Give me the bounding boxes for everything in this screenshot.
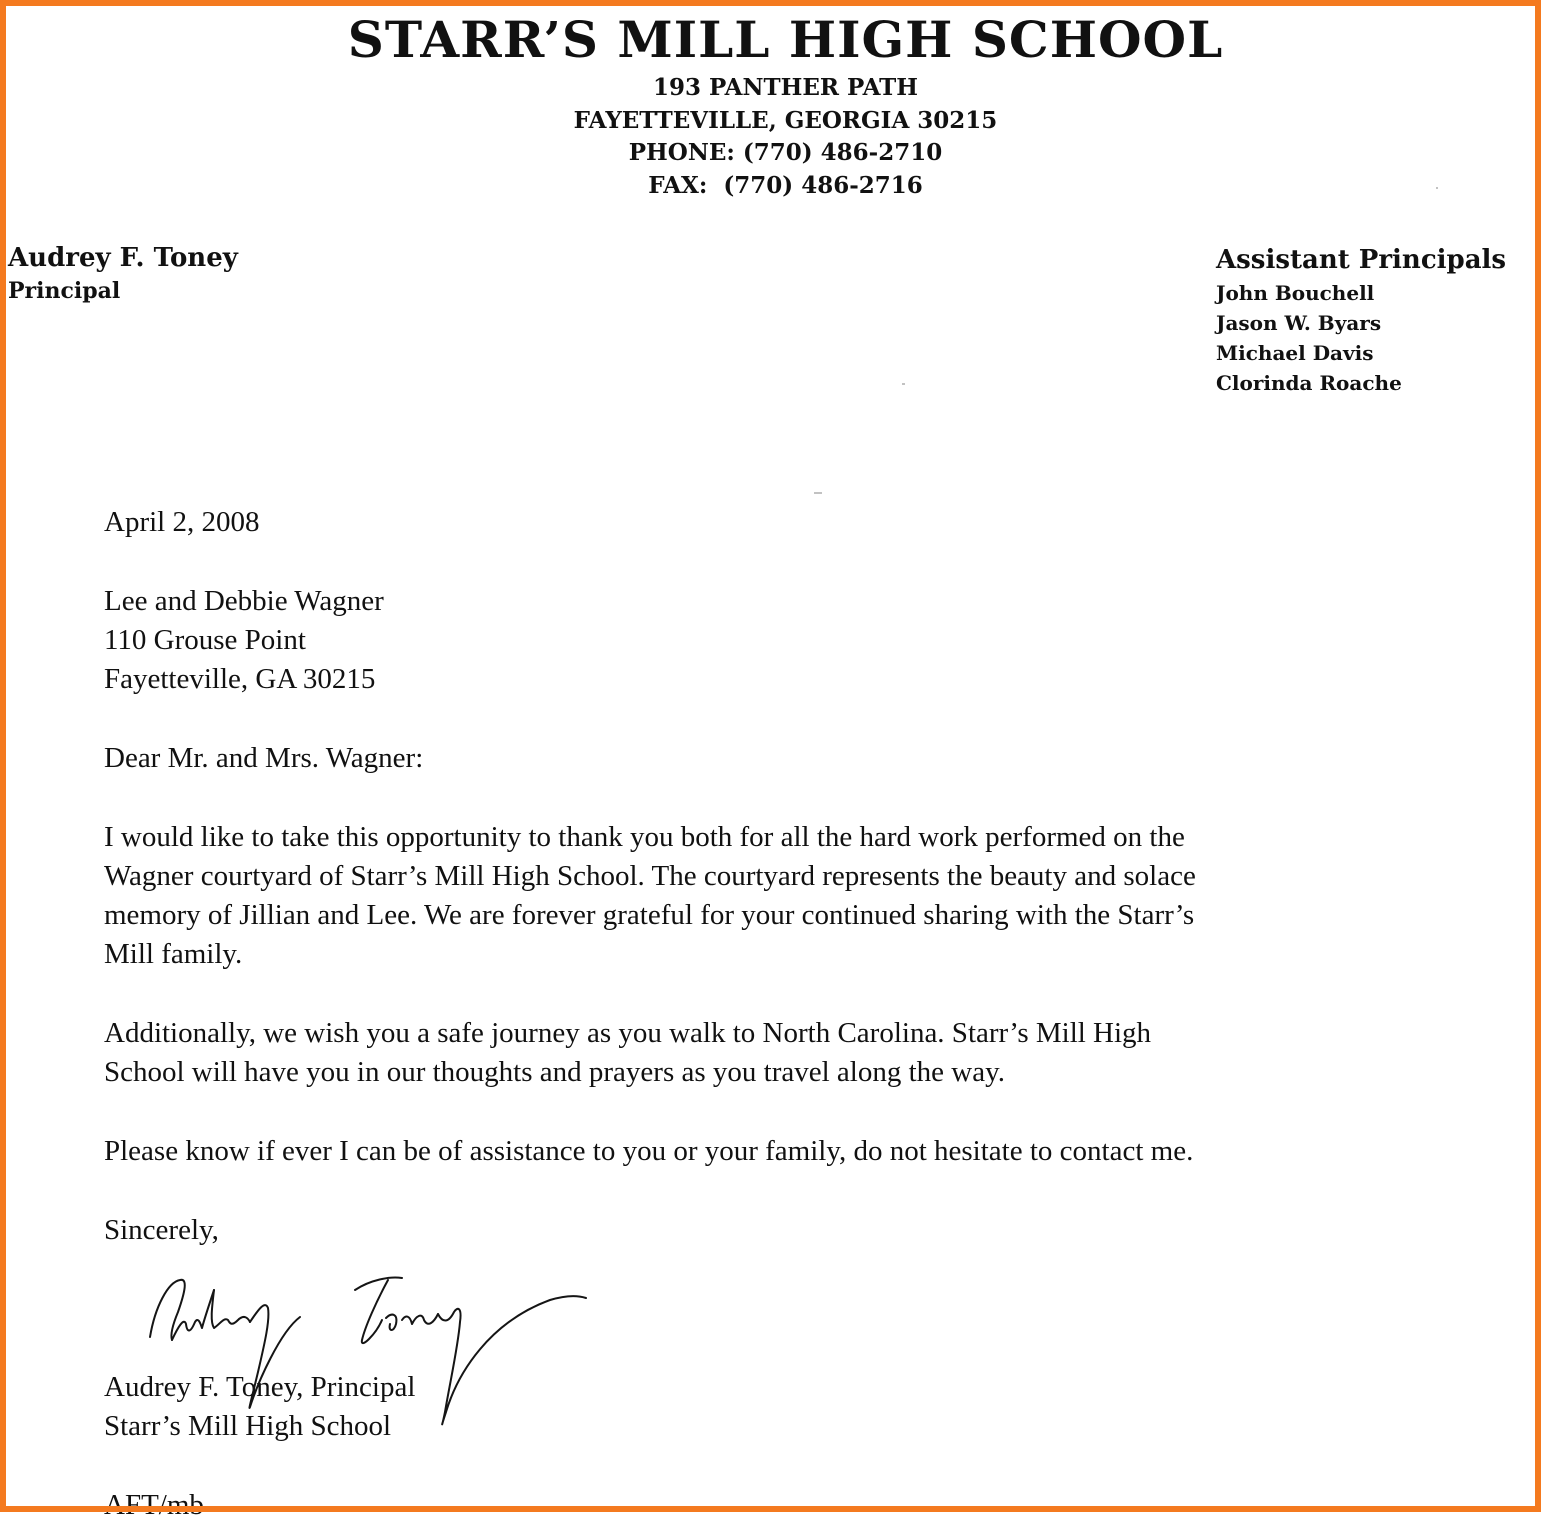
recipient-name: Lee and Debbie Wagner	[104, 585, 384, 617]
salutation: Dear Mr. and Mrs. Wagner:	[104, 742, 424, 774]
recipient-street: 110 Grouse Point	[104, 624, 306, 656]
school-address-block	[0, 72, 1541, 202]
closing: Sincerely,	[104, 1214, 219, 1246]
school-name-heading: STARR’S MILL HIGH SCHOOL	[347, 10, 1224, 69]
paragraph-2-line: School will have you in our thoughts and prayers as you travel along the way.	[104, 1056, 1005, 1088]
paragraph-2-line: Additionally, we wish you a safe journey as you walk to North Carolina. Starr’s Mill High	[104, 1017, 1152, 1049]
paragraph-1-line: Mill family.	[104, 938, 243, 970]
recipient-city: Fayetteville, GA 30215	[104, 663, 376, 695]
principal-name: Audrey F. Toney	[8, 243, 238, 273]
scan-speck	[902, 383, 905, 385]
assistant-principals-block	[1216, 242, 1506, 398]
fax-number: FAX: (770) 486-2716	[648, 171, 923, 199]
reference-initials: AFT/mb	[104, 1489, 204, 1521]
paragraph-1-line: Wagner courtyard of Starr’s Mill High School. The courtyard represents the beauty and solace	[104, 860, 1196, 892]
signer-name-title: Audrey F. Toney, Principal	[104, 1371, 416, 1403]
principal-block	[8, 240, 238, 306]
scan-speck	[814, 492, 822, 494]
principal-title: Principal	[8, 278, 121, 304]
paragraph-1-line: memory of Jillian and Lee. We are forever grateful for your continued sharing with the Starr’s	[104, 899, 1195, 931]
address-city: FAYETTEVILLE, GEORGIA 30215	[573, 106, 998, 134]
paragraph-3-line: Please know if ever I can be of assistance to you or your family, do not hesitate to contact me.	[104, 1135, 1194, 1167]
phone-number: PHONE: (770) 486-2710	[628, 139, 943, 166]
assistant-principals-heading: Assistant Principals	[1216, 245, 1507, 275]
signer-school: Starr’s Mill High School	[104, 1410, 392, 1442]
address-street: 193 PANTHER PATH	[652, 74, 919, 101]
assistant-principal: Clorinda Roache	[1216, 371, 1402, 395]
paragraph-1-line: I would like to take this opportunity to thank you both for all the hard work performed on the	[104, 821, 1185, 853]
scan-speck	[1436, 187, 1438, 189]
assistant-principal: Jason W. Byars	[1216, 311, 1382, 335]
handwritten-signature	[140, 1262, 600, 1432]
assistant-principal: John Bouchell	[1216, 281, 1375, 305]
letter-date: April 2, 2008	[104, 506, 260, 538]
assistant-principal: Michael Davis	[1216, 341, 1374, 365]
